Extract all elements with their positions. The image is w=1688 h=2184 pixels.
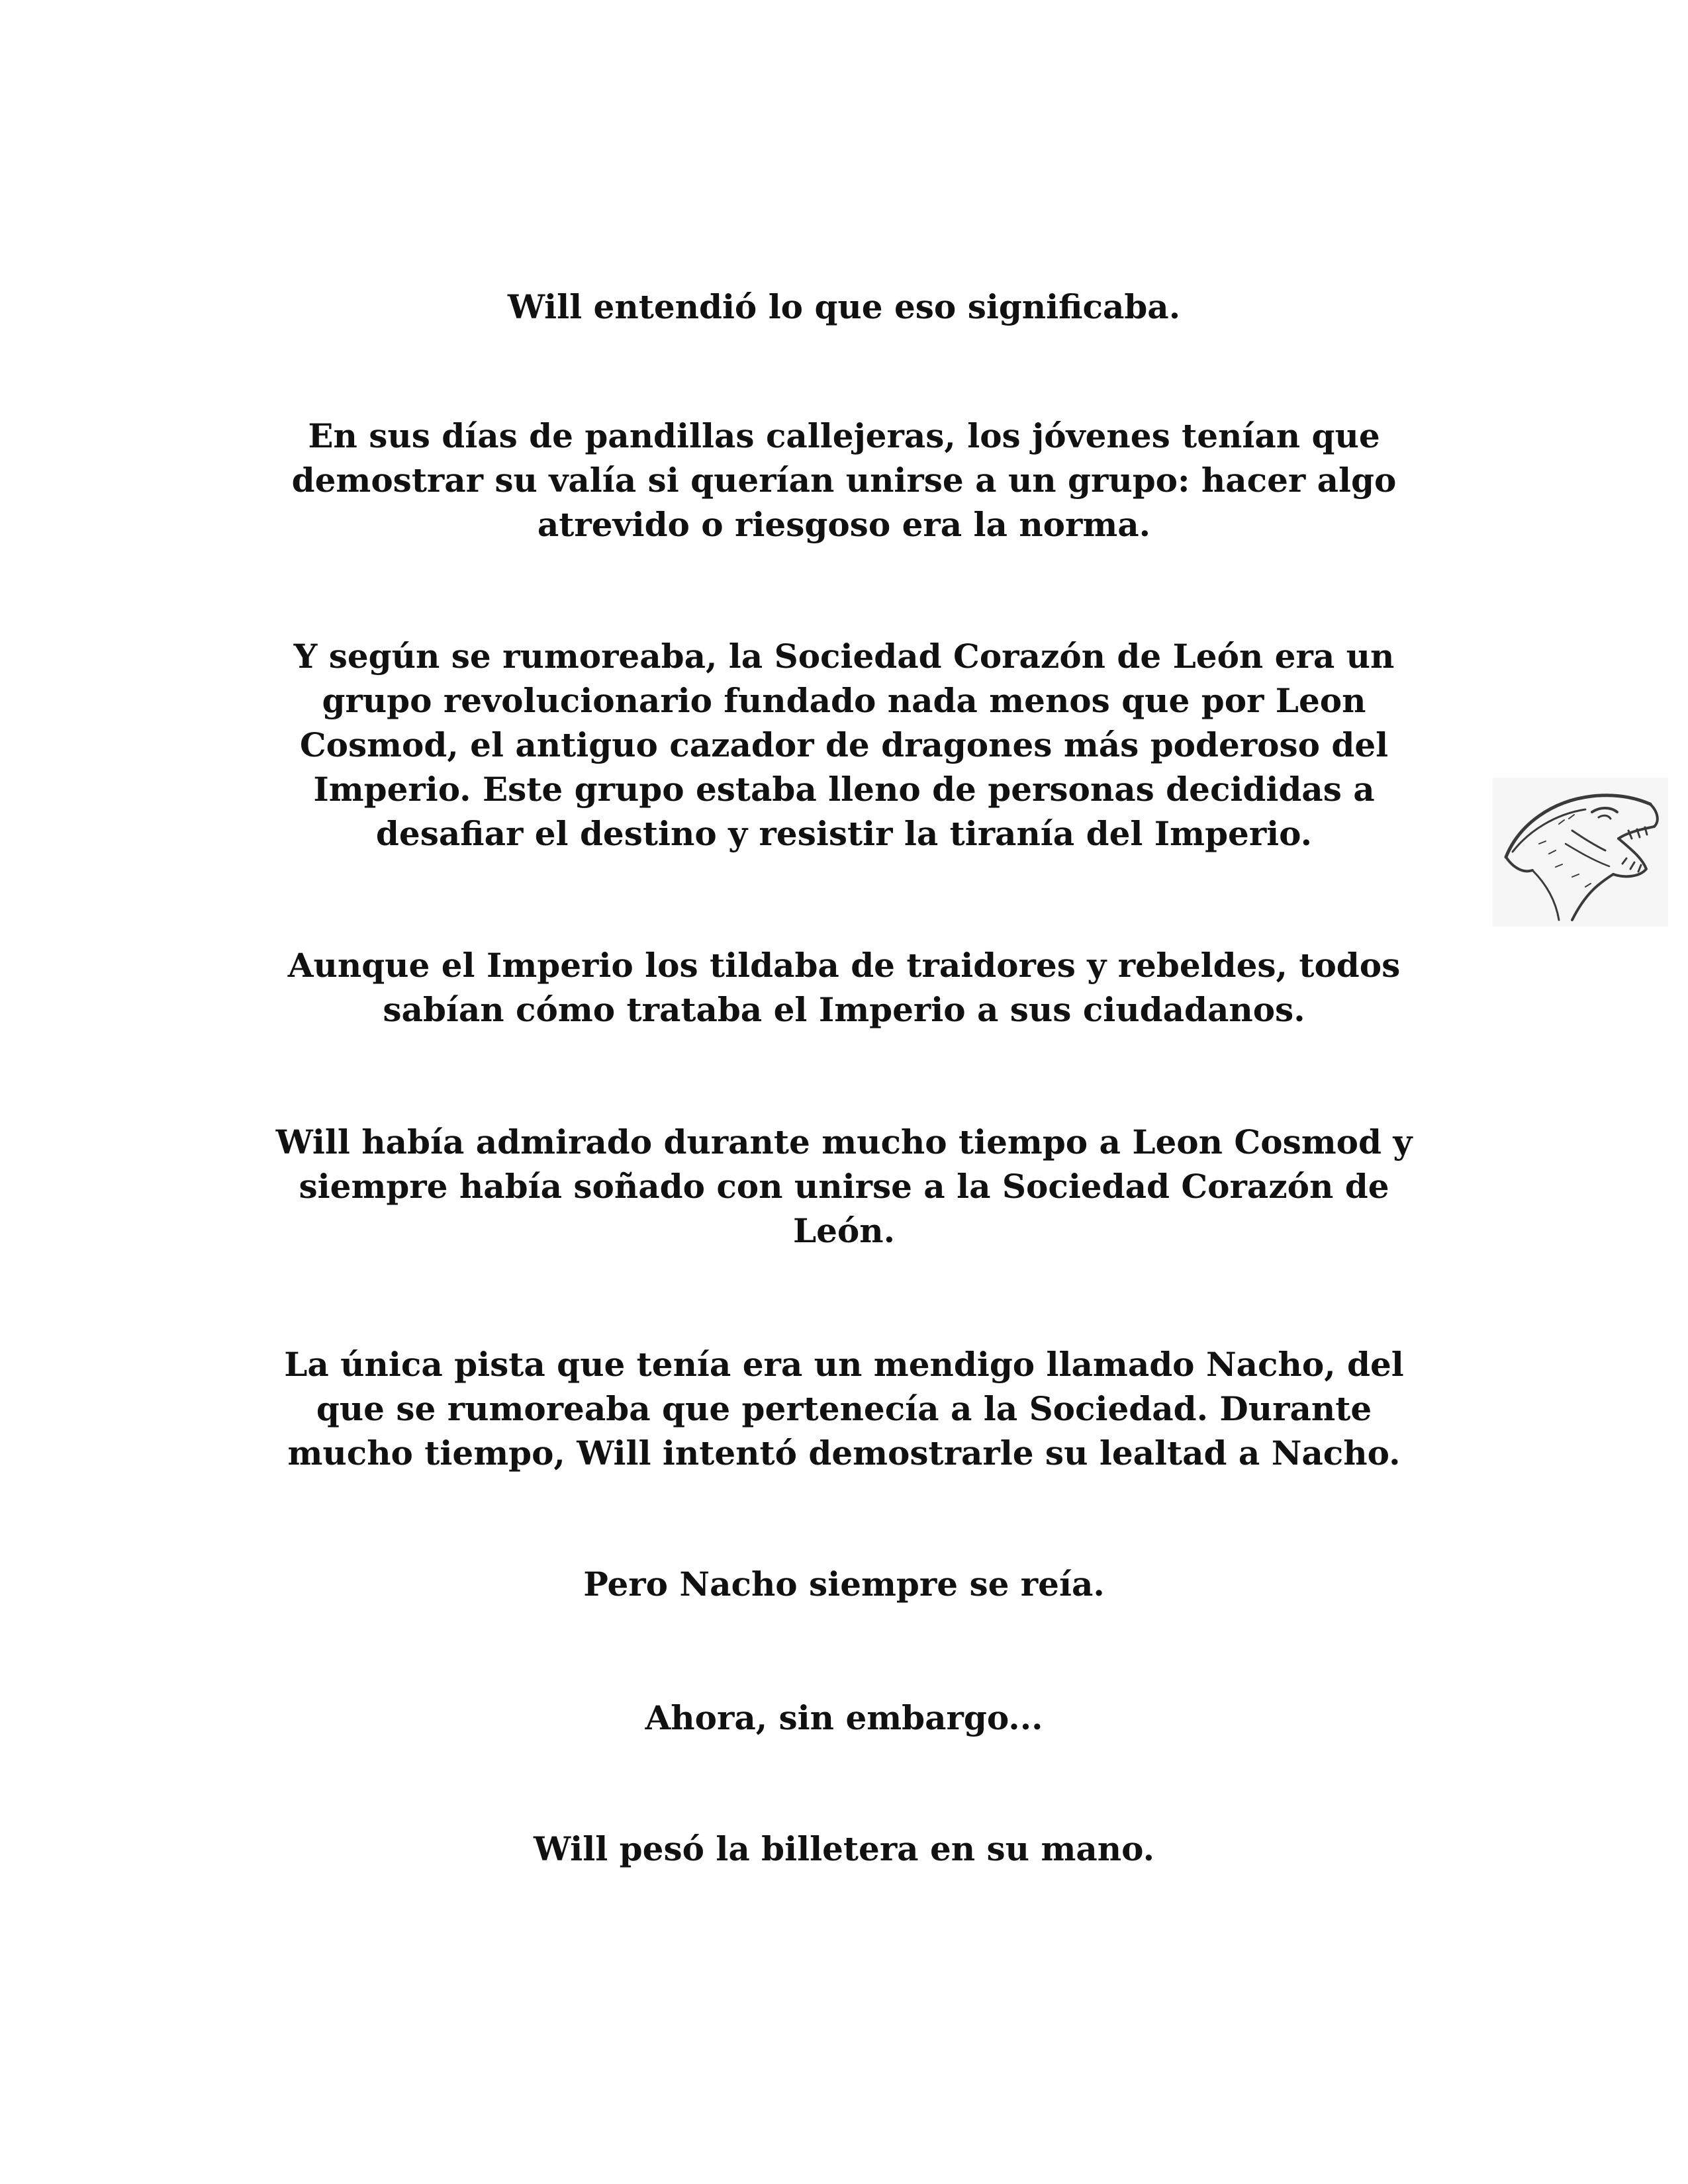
paragraph-6 — [218, 1342, 1470, 1475]
text-line: grupo revolucionario fundado nada menos que por Leon — [322, 681, 1366, 720]
paragraph-1 — [218, 285, 1470, 329]
paragraph-7 — [218, 1562, 1470, 1606]
paragraph-2 — [218, 414, 1470, 547]
text-line: Imperio. Este grupo estaba lleno de personas decididas a — [313, 770, 1375, 809]
text-line: Will pesó la billetera en su mano. — [534, 1829, 1154, 1868]
text-line: atrevido o riesgoso era la norma. — [537, 505, 1151, 544]
text-line: La única pista que tenía era un mendigo llamado Nacho, del — [284, 1345, 1404, 1384]
text-line: Y según se rumoreaba, la Sociedad Corazón de León era un — [293, 637, 1395, 676]
text-line: Cosmod, el antiguo cazador de dragones más poderoso del — [299, 725, 1389, 764]
text-line: sabían cómo trataba el Imperio a sus ciudadanos. — [383, 990, 1305, 1029]
paragraph-3 — [218, 634, 1470, 856]
text-line: Pero Nacho siempre se reía. — [583, 1565, 1105, 1604]
text-line: En sus días de pandillas callejeras, los jóvenes tenían que — [308, 416, 1380, 455]
paragraph-9 — [218, 1827, 1470, 1871]
text-line: mucho tiempo, Will intentó demostrarle su lealtad a Nacho. — [287, 1433, 1401, 1473]
text-line: León. — [792, 1211, 896, 1250]
text-line: Will había admirado durante mucho tiempo a Leon Cosmod y — [275, 1122, 1413, 1161]
dinosaur-head-sketch-icon — [1493, 778, 1668, 927]
paragraph-4 — [218, 943, 1470, 1032]
text-line: Will entendió lo que eso significaba. — [507, 287, 1181, 326]
text-line: siempre había soñado con unirse a la Sociedad Corazón de — [299, 1167, 1389, 1206]
text-line: demostrar su valía si querían unirse a un grupo: hacer algo — [291, 461, 1397, 500]
text-line: Aunque el Imperio los tildaba de traidores y rebeldes, todos — [287, 946, 1401, 985]
paragraph-5 — [218, 1120, 1470, 1253]
text-line: desafiar el destino y resistir la tiranía del Imperio. — [375, 814, 1313, 853]
text-line: que se rumoreaba que pertenecía a la Sociedad. Durante — [316, 1389, 1372, 1428]
paragraph-8 — [218, 1696, 1470, 1740]
text-line: Ahora, sin embargo... — [645, 1698, 1043, 1737]
